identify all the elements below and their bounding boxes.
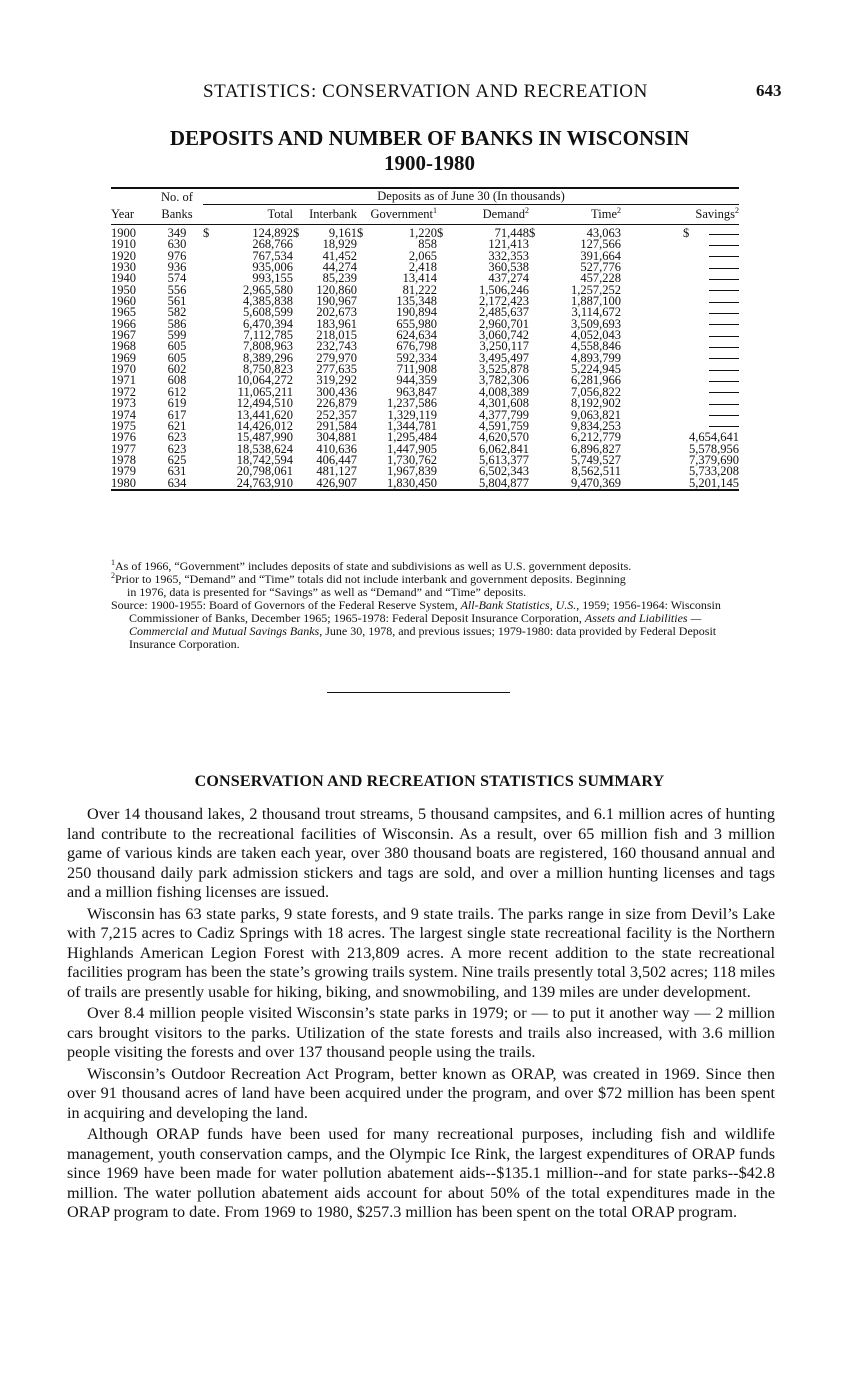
cell-banks: 619 bbox=[167, 396, 187, 411]
cell-government: 944,359 bbox=[396, 373, 437, 388]
cell-total: 12,494,510 bbox=[236, 396, 293, 411]
cell-total: 767,534 bbox=[252, 248, 293, 263]
cell-interbank: 218,015 bbox=[316, 328, 357, 343]
cell-time: 391,664 bbox=[580, 248, 621, 263]
cell-year: 1975 bbox=[111, 418, 136, 433]
cell-banks: 599 bbox=[167, 328, 187, 343]
cell-year: 1900 bbox=[111, 226, 136, 240]
em-dash bbox=[709, 324, 739, 325]
cell-interbank: 300,436 bbox=[316, 384, 357, 399]
cell-demand: $ 71,448 bbox=[437, 226, 529, 240]
em-dash bbox=[709, 381, 739, 382]
cell-interbank: 190,967 bbox=[316, 294, 357, 309]
cell-time: 3,114,672 bbox=[571, 305, 621, 320]
header-interbank: Interbank bbox=[309, 207, 357, 221]
cell-interbank: 410,636 bbox=[316, 441, 357, 456]
cell-interbank: 304,881 bbox=[316, 430, 357, 445]
header-banks: Banks bbox=[161, 207, 193, 221]
cell-total: 8,389,296 bbox=[243, 350, 293, 365]
em-dash bbox=[709, 415, 739, 416]
em-dash bbox=[709, 370, 739, 371]
cell-total: 8,750,823 bbox=[243, 362, 293, 377]
cell-time: 4,893,799 bbox=[571, 350, 621, 365]
header-savings: Savings$^2$ bbox=[695, 205, 739, 221]
cell-demand: 2,172,423 bbox=[479, 294, 529, 309]
cell-time: 457,228 bbox=[580, 271, 621, 286]
cell-time: 8,192,902 bbox=[571, 396, 621, 411]
cell-demand: 3,782,306 bbox=[479, 373, 529, 388]
cell-time: 3,509,693 bbox=[571, 316, 621, 331]
cell-demand: 3,525,878 bbox=[479, 362, 529, 377]
cell-demand: 4,620,570 bbox=[479, 430, 529, 445]
em-dash bbox=[709, 404, 739, 405]
cell-total: 2,965,580 bbox=[243, 282, 293, 297]
cell-time: 1,257,252 bbox=[571, 282, 621, 297]
cell-total: 18,538,624 bbox=[236, 441, 293, 456]
cell-total: 935,006 bbox=[252, 260, 293, 275]
summary-paragraph: Over 14 thousand lakes, 2 thousand trout streams, 5 thousand campsites, and 6.1 million acres of hunting land contribute to the recreational facilities of Wisconsin. As a result, over 65 million fish and 3 million game of various kinds are taken each year, over 380 thousand boats are registered, 160 thousand annual and 250 thousand daily park admission stickers and tags are sold, and over a million hunting licenses and tags and a million fishing licenses are issued. bbox=[67, 805, 775, 901]
page-number: 643 bbox=[756, 81, 782, 100]
cell-interbank: 183,961 bbox=[316, 316, 357, 331]
em-dash bbox=[709, 245, 739, 246]
cell-year: 1972 bbox=[111, 384, 136, 399]
cell-year: 1971 bbox=[111, 373, 136, 388]
source-note: Source: 1900-1955: Board of Governors of the Federal Reserve System, All-Bank Statistics, U.S., 1959; 1956-1964: Wisconsin Commissioner of Banks, December 1965; 1965-1978: Federal Deposit Insurance Corporation, Assets and Liabilities — Commercial and Mutual Savings Banks, June 30, 1978, and previous issues; 1979-1980: data provided by Federal Deposit Insurance Corporation. bbox=[111, 598, 721, 651]
cell-government: 592,334 bbox=[396, 350, 437, 365]
cell-interbank: $ 9,161 bbox=[293, 226, 357, 240]
cell-banks: 976 bbox=[167, 248, 187, 263]
cell-time: 1,887,100 bbox=[571, 294, 621, 309]
cell-government: 135,348 bbox=[396, 294, 437, 309]
cell-interbank: 18,929 bbox=[322, 237, 357, 252]
cell-banks: 574 bbox=[167, 271, 187, 286]
cell-government: 711,908 bbox=[396, 362, 437, 377]
cell-total: 14,426,012 bbox=[236, 418, 293, 433]
cell-year: 1960 bbox=[111, 294, 136, 309]
em-dash bbox=[709, 268, 739, 269]
cell-interbank: 319,292 bbox=[316, 373, 357, 388]
cell-government: 1,344,781 bbox=[387, 418, 437, 433]
cell-savings bbox=[621, 285, 739, 296]
cell-year: 1967 bbox=[111, 328, 136, 343]
cell-banks: 602 bbox=[167, 362, 187, 377]
cell-demand: 332,353 bbox=[488, 248, 529, 263]
cell-total: 4,385,838 bbox=[243, 294, 293, 309]
cell-year: 1940 bbox=[111, 271, 136, 286]
cell-time: 4,052,043 bbox=[571, 328, 621, 343]
cell-demand: 6,502,343 bbox=[479, 464, 529, 479]
cell-savings bbox=[621, 262, 739, 273]
cell-banks: 605 bbox=[167, 350, 187, 365]
cell-savings bbox=[621, 296, 739, 307]
cell-government: 2,418 bbox=[408, 260, 437, 275]
cell-time: 6,212,779 bbox=[571, 430, 621, 445]
cell-demand: 1,506,246 bbox=[479, 282, 529, 297]
cell-total: 7,808,963 bbox=[243, 339, 293, 354]
cell-year: 1950 bbox=[111, 282, 136, 297]
cell-demand: 121,413 bbox=[488, 237, 529, 252]
cell-year: 1965 bbox=[111, 305, 136, 320]
cell-banks: 612 bbox=[167, 384, 187, 399]
cell-savings bbox=[621, 353, 739, 364]
em-dash bbox=[709, 347, 739, 348]
cell-interbank: 232,743 bbox=[316, 339, 357, 354]
cell-government: $ 1,220 bbox=[357, 226, 437, 240]
table-title-line2: 1900-1980 bbox=[384, 151, 475, 175]
cell-banks: 582 bbox=[167, 305, 187, 320]
cell-interbank: 279,970 bbox=[316, 350, 357, 365]
cell-demand: 360,538 bbox=[488, 260, 529, 275]
em-dash bbox=[709, 290, 739, 291]
cell-total: 993,155 bbox=[252, 271, 293, 286]
cell-total: 18,742,594 bbox=[236, 452, 293, 467]
cell-government: 81,222 bbox=[402, 282, 437, 297]
em-dash bbox=[709, 358, 739, 359]
summary-body bbox=[67, 805, 775, 1225]
cell-government: 963,847 bbox=[396, 384, 437, 399]
table-title-line1: DEPOSITS AND NUMBER OF BANKS IN WISCONSIN bbox=[169, 126, 690, 150]
cell-demand: 6,062,841 bbox=[479, 441, 529, 456]
cell-total: 5,608,599 bbox=[243, 305, 293, 320]
cell-year: 1978 bbox=[111, 452, 136, 467]
table-row bbox=[111, 478, 739, 489]
cell-banks: 586 bbox=[167, 316, 187, 331]
cell-time: 4,558,846 bbox=[571, 339, 621, 354]
cell-savings bbox=[621, 375, 739, 386]
header-demand: Demand$^2$ bbox=[482, 205, 529, 221]
cell-interbank: 277,635 bbox=[316, 362, 357, 377]
cell-interbank: 426,907 bbox=[316, 475, 357, 490]
cell-interbank: 44,274 bbox=[322, 260, 357, 275]
header-no-of: No. of bbox=[161, 189, 193, 204]
cell-time: 527,776 bbox=[580, 260, 621, 275]
cell-demand: 3,060,742 bbox=[479, 328, 529, 343]
cell-government: 1,237,586 bbox=[387, 396, 437, 411]
deposits-table-container bbox=[111, 187, 739, 491]
cell-year: 1910 bbox=[111, 237, 136, 252]
cell-savings: 7,379,690 bbox=[689, 452, 739, 467]
cell-total: 24,763,910 bbox=[236, 475, 293, 490]
table-notes bbox=[111, 560, 741, 651]
cell-demand: 437,274 bbox=[488, 271, 529, 286]
cell-savings: 4,654,641 bbox=[689, 430, 739, 445]
cell-savings bbox=[621, 273, 739, 284]
cell-time: 9,470,369 bbox=[571, 475, 621, 490]
cell-interbank: 226,879 bbox=[316, 396, 357, 411]
cell-savings bbox=[621, 330, 739, 341]
cell-total: 7,112,785 bbox=[243, 328, 293, 343]
cell-banks: 608 bbox=[167, 373, 187, 388]
em-dash bbox=[709, 234, 739, 235]
cell-savings bbox=[621, 364, 739, 375]
cell-banks: 631 bbox=[167, 464, 187, 479]
cell-demand: 4,008,389 bbox=[479, 384, 529, 399]
cell-interbank: 41,452 bbox=[322, 248, 357, 263]
cell-total: 15,487,990 bbox=[236, 430, 293, 445]
cell-demand: 4,591,759 bbox=[479, 418, 529, 433]
cell-government: 1,329,119 bbox=[387, 407, 437, 422]
cell-banks: 625 bbox=[167, 452, 187, 467]
running-head bbox=[0, 81, 859, 105]
em-dash bbox=[709, 392, 739, 393]
cell-government: 1,730,762 bbox=[387, 452, 437, 467]
cell-year: 1980 bbox=[111, 475, 136, 490]
header-time: Time$^2$ bbox=[591, 205, 621, 221]
cell-banks: 349 bbox=[167, 226, 187, 240]
cell-government: 1,295,484 bbox=[387, 430, 437, 445]
footnote-2-continued: in 1976, data is presented for “Savings” as well as “Demand” and “Time” deposits. bbox=[127, 585, 527, 599]
running-head-title: STATISTICS: CONSERVATION AND RECREATION bbox=[203, 81, 648, 102]
cell-savings: 5,578,956 bbox=[689, 441, 739, 456]
cell-demand: 4,377,799 bbox=[479, 407, 529, 422]
em-dash bbox=[709, 302, 739, 303]
cell-time: 6,896,827 bbox=[571, 441, 621, 456]
cell-savings bbox=[621, 398, 739, 409]
em-dash bbox=[709, 426, 739, 427]
cell-demand: 2,960,701 bbox=[479, 316, 529, 331]
cell-interbank: 406,447 bbox=[316, 452, 357, 467]
cell-savings bbox=[621, 307, 739, 318]
cell-demand: 3,250,117 bbox=[479, 339, 529, 354]
cell-savings bbox=[621, 251, 739, 262]
cell-government: 858 bbox=[418, 237, 437, 252]
cell-year: 1977 bbox=[111, 441, 136, 456]
cell-year: 1920 bbox=[111, 248, 136, 263]
header-total: Total bbox=[267, 207, 293, 221]
cell-government: 676,798 bbox=[396, 339, 437, 354]
cell-year: 1968 bbox=[111, 339, 136, 354]
cell-total: 13,441,620 bbox=[236, 407, 293, 422]
cell-government: 1,967,839 bbox=[387, 464, 437, 479]
summary-title: CONSERVATION AND RECREATION STATISTICS SUMMARY bbox=[194, 773, 665, 790]
cell-interbank: 252,357 bbox=[316, 407, 357, 422]
header-deposits-span: Deposits as of June 30 (In thousands) bbox=[203, 189, 739, 205]
summary-paragraph: Wisconsin’s Outdoor Recreation Act Program, better known as ORAP, was created in 1969. Since then over 91 thousand acres of land have been acquired under the program, and over $72 million has been spent in acquiring and developing the land. bbox=[67, 1064, 775, 1122]
cell-year: 1976 bbox=[111, 430, 136, 445]
em-dash bbox=[709, 313, 739, 314]
cell-demand: 2,485,637 bbox=[479, 305, 529, 320]
cell-banks: 936 bbox=[167, 260, 187, 275]
cell-interbank: 202,673 bbox=[316, 305, 357, 320]
cell-savings bbox=[621, 410, 739, 421]
cell-government: 190,894 bbox=[396, 305, 437, 320]
cell-savings bbox=[621, 387, 739, 398]
cell-time: 8,562,511 bbox=[571, 464, 621, 479]
cell-year: 1969 bbox=[111, 350, 136, 365]
cell-year: 1979 bbox=[111, 464, 136, 479]
section-divider bbox=[327, 692, 510, 693]
cell-savings: $ bbox=[621, 228, 739, 239]
cell-government: 13,414 bbox=[402, 271, 437, 286]
cell-year: 1930 bbox=[111, 260, 136, 275]
cell-time: $ 43,063 bbox=[529, 226, 621, 240]
cell-time: 7,056,822 bbox=[571, 384, 621, 399]
cell-savings bbox=[621, 319, 739, 330]
cell-total: 11,065,211 bbox=[237, 384, 293, 399]
cell-year: 1966 bbox=[111, 316, 136, 331]
cell-banks: 623 bbox=[167, 441, 187, 456]
cell-time: 9,834,253 bbox=[571, 418, 621, 433]
cell-savings: 5,201,145 bbox=[689, 475, 739, 490]
cell-demand: 5,613,377 bbox=[479, 452, 529, 467]
cell-time: 9,063,821 bbox=[571, 407, 621, 422]
deposits-table bbox=[111, 189, 739, 489]
cell-total: 6,470,394 bbox=[243, 316, 293, 331]
cell-total: $ 124,892 bbox=[203, 226, 293, 240]
cell-banks: 556 bbox=[167, 282, 187, 297]
cell-banks: 634 bbox=[167, 475, 187, 490]
cell-savings: 5,733,208 bbox=[689, 464, 739, 479]
cell-banks: 621 bbox=[167, 418, 187, 433]
header-government: Government$^1$ bbox=[370, 205, 437, 221]
cell-time: 6,281,966 bbox=[571, 373, 621, 388]
cell-government: 1,447,905 bbox=[387, 441, 437, 456]
table-title bbox=[0, 126, 859, 176]
footnote-2: $^2$Prior to 1965, “Demand” and “Time” totals did not include interbank and government deposits. Beginning bbox=[111, 571, 626, 586]
cell-government: 1,830,450 bbox=[387, 475, 437, 490]
table-body bbox=[111, 228, 739, 489]
cell-total: 10,064,272 bbox=[236, 373, 293, 388]
em-dash bbox=[709, 279, 739, 280]
cell-time: 127,566 bbox=[580, 237, 621, 252]
header-year: Year bbox=[111, 207, 135, 221]
cell-banks: 561 bbox=[167, 294, 187, 309]
cell-interbank: 85,239 bbox=[322, 271, 357, 286]
cell-demand: 4,301,608 bbox=[479, 396, 529, 411]
cell-total: 268,766 bbox=[252, 237, 293, 252]
cell-time: 5,224,945 bbox=[571, 362, 621, 377]
cell-interbank: 120,860 bbox=[316, 282, 357, 297]
cell-year: 1974 bbox=[111, 407, 136, 422]
summary-paragraph: Wisconsin has 63 state parks, 9 state forests, and 9 state trails. The parks range in size from Devil’s Lake with 7,215 acres to Cadiz Springs with 18 acres. The largest single state recreational facility is the Northern Highlands American Legion Forest with 213,809 acres. A more recent addition to the state recreational facilities program has been the state’s growing trails system. Nine trails presently total 3,502 acres; 118 miles of trails are presently usable for hiking, biking, and snowmobiling, and 139 miles are under development. bbox=[67, 904, 775, 1001]
cell-interbank: 481,127 bbox=[316, 464, 357, 479]
summary-paragraph: Over 8.4 million people visited Wisconsin’s state parks in 1979; or — to put it another way — 2 million cars brought visitors to the parks. Utilization of the state forests and trails also increased, with 3.6 million people visiting the forests and over 137 thousand people using the trails. bbox=[67, 1004, 775, 1061]
cell-year: 1970 bbox=[111, 362, 136, 377]
cell-year: 1973 bbox=[111, 396, 136, 411]
em-dash bbox=[709, 336, 739, 337]
footnote-1: $^1$As of 1966, “Government” includes deposits of state and subdivisions as well as U.S. government deposits. bbox=[111, 558, 632, 573]
em-dash bbox=[709, 256, 739, 257]
cell-government: 624,634 bbox=[396, 328, 437, 343]
cell-interbank: 291,584 bbox=[316, 418, 357, 433]
cell-government: 655,980 bbox=[396, 316, 437, 331]
cell-total: 20,798,061 bbox=[236, 464, 293, 479]
cell-savings bbox=[621, 239, 739, 250]
cell-demand: 5,804,877 bbox=[479, 475, 529, 490]
cell-government: 2,065 bbox=[408, 248, 437, 263]
cell-banks: 617 bbox=[167, 407, 187, 422]
cell-savings bbox=[621, 341, 739, 352]
cell-banks: 605 bbox=[167, 339, 187, 354]
summary-paragraph: Although ORAP funds have been used for many recreational purposes, including fish and wildlife management, youth conservation camps, and the Olympic Ice Rink, the largest expenditures of ORAP funds since 1969 have been made for water pollution abatement aids--$135.1 million--and for state parks--$42.8 million. The water pollution abatement aids account for about 50% of the total expenditures made in the ORAP program to date. From 1969 to 1980, $257.3 million has been spent on the total ORAP program. bbox=[67, 1125, 775, 1221]
cell-demand: 3,495,497 bbox=[479, 350, 529, 365]
cell-banks: 623 bbox=[167, 430, 187, 445]
cell-time: 5,749,527 bbox=[571, 452, 621, 467]
cell-banks: 630 bbox=[167, 237, 187, 252]
